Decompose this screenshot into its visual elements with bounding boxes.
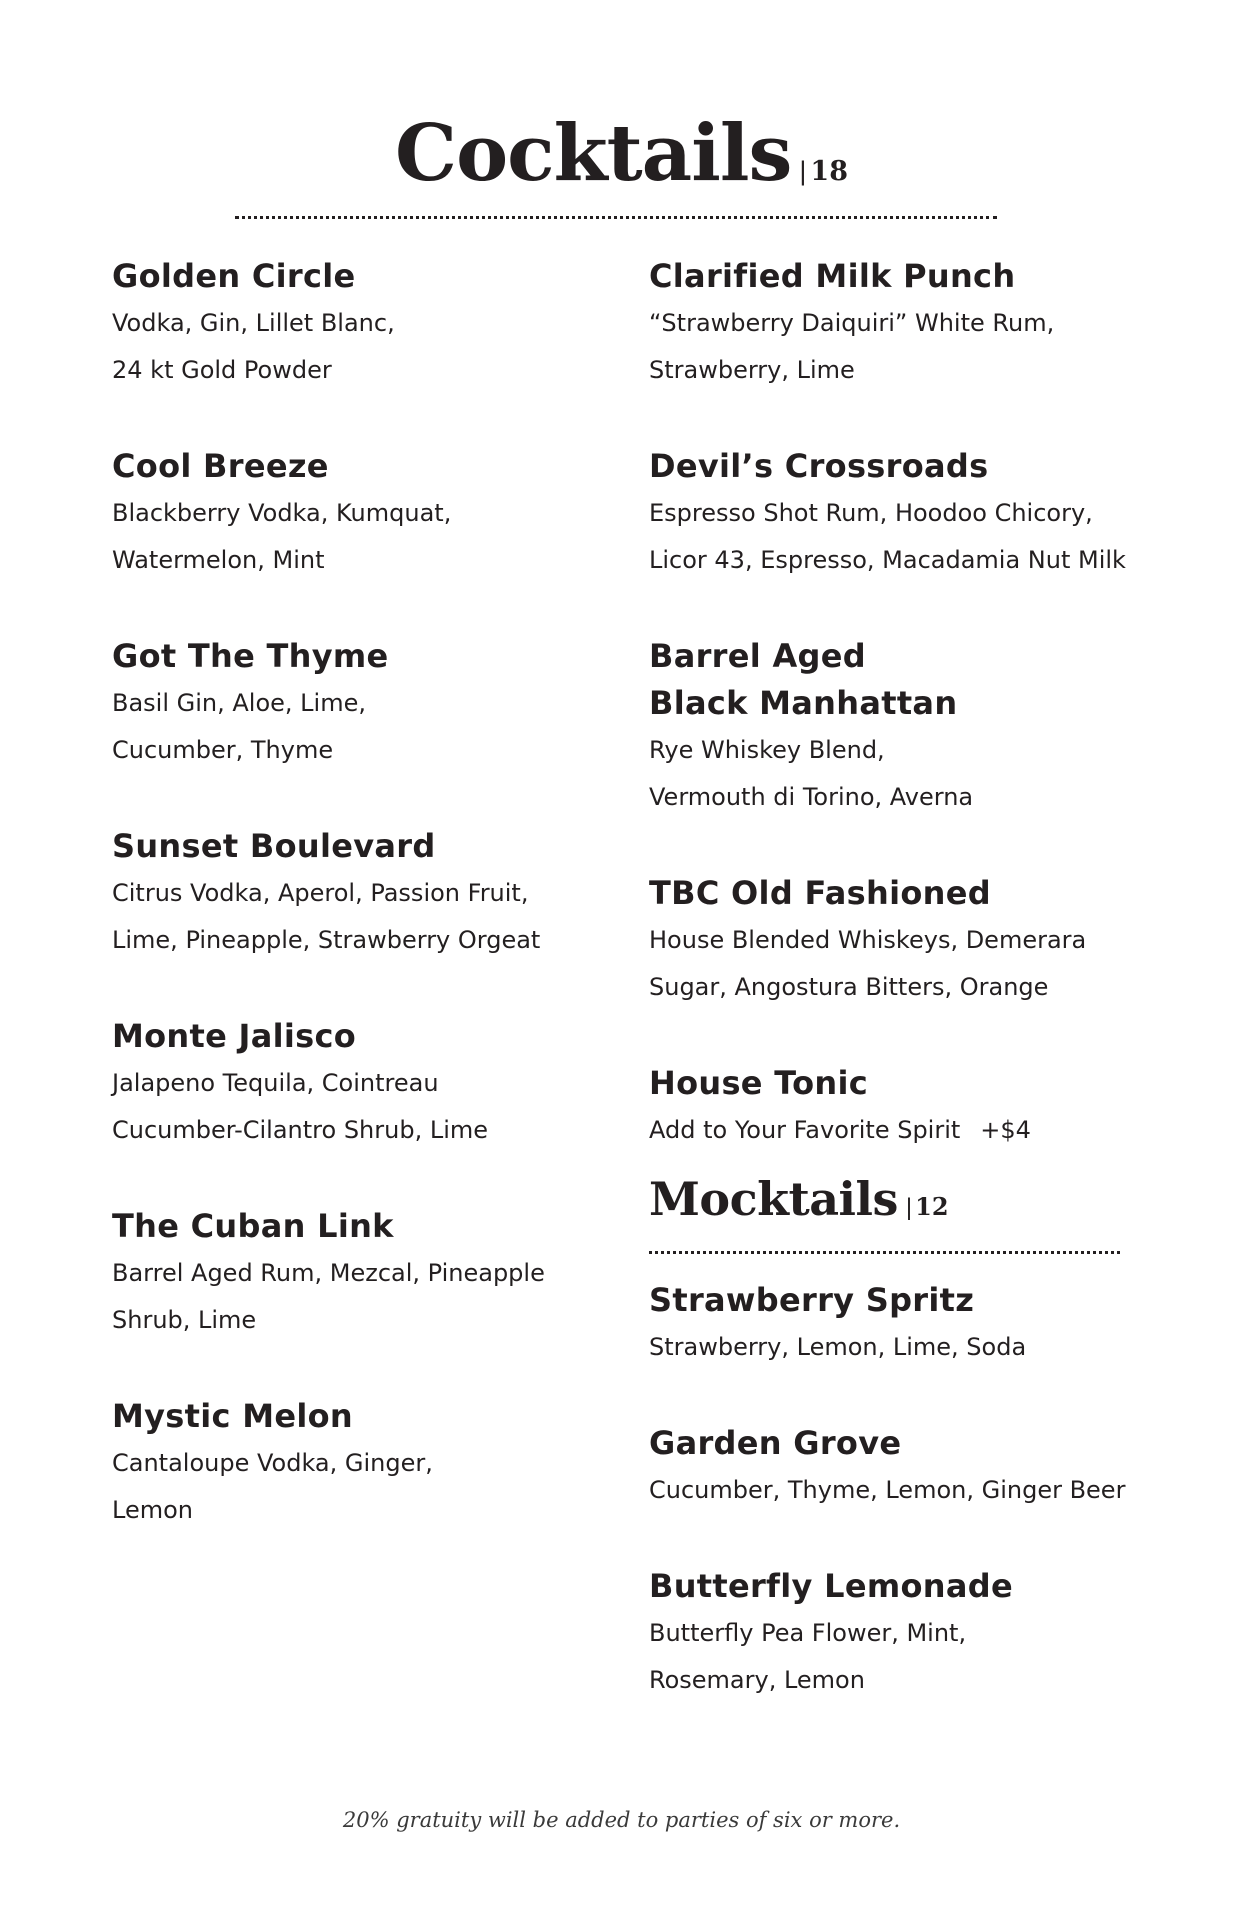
- item-description: Blackberry Vodka, Kumquat,: [112, 499, 452, 527]
- price-separator: |: [905, 1194, 913, 1221]
- gratuity-note: 20% gratuity will be added to parties of six or more.: [342, 1808, 901, 1832]
- item-description: Rosemary, Lemon: [649, 1666, 865, 1694]
- item-name: Strawberry Spritz: [649, 1281, 975, 1319]
- item-name: Butterfly Lemonade: [649, 1567, 1013, 1605]
- mocktails-heading: [649, 1172, 949, 1226]
- mocktails-price-value: 12: [915, 1192, 949, 1221]
- menu-item: [649, 1060, 1169, 1154]
- item-description: House Blended Whiskeys, Demerara: [649, 926, 1087, 954]
- item-name: Black Manhattan: [649, 684, 958, 722]
- item-name: TBC Old Fashioned: [649, 874, 991, 912]
- item-description: Citrus Vodka, Aperol, Passion Fruit,: [112, 879, 529, 907]
- house-tonic-description: Add to Your Favorite Spirit: [649, 1116, 961, 1144]
- item-name: Cool Breeze: [112, 447, 329, 485]
- cocktails-price-value: 18: [810, 156, 848, 187]
- item-description: Espresso Shot Rum, Hoodoo Chicory,: [649, 499, 1093, 527]
- item-description: [649, 1107, 1169, 1154]
- menu-item: [649, 633, 1169, 821]
- item-description: 24 kt Gold Powder: [112, 356, 332, 384]
- item-name: Sunset Boulevard: [112, 827, 436, 865]
- item-description: Cucumber, Thyme, Lemon, Ginger Beer: [649, 1476, 1126, 1504]
- item-description: Vermouth di Torino, Averna: [649, 783, 974, 811]
- cocktails-title: Cocktails: [395, 108, 792, 199]
- menu-item: [649, 253, 1169, 394]
- menu-item: [112, 633, 582, 774]
- item-name: Devil’s Crossroads: [649, 447, 989, 485]
- menu-item: [112, 443, 582, 584]
- item-description: Cucumber, Thyme: [112, 736, 334, 764]
- item-description: Barrel Aged Rum, Mezcal, Pineapple: [112, 1259, 545, 1287]
- item-description: Butterfly Pea Flower, Mint,: [649, 1619, 967, 1647]
- mocktails-price: [906, 1192, 949, 1221]
- menu-item: [112, 253, 582, 394]
- cocktails-divider: [235, 216, 997, 219]
- item-description: “Strawberry Daiquiri” White Rum,: [649, 309, 1055, 337]
- item-name: Monte Jalisco: [112, 1017, 357, 1055]
- item-description: Cantaloupe Vodka, Ginger,: [112, 1449, 433, 1477]
- item-name: Barrel Aged: [649, 637, 866, 675]
- menu-item: [649, 1420, 1169, 1514]
- item-description: Vodka, Gin, Lillet Blanc,: [112, 309, 395, 337]
- item-name: The Cuban Link: [112, 1207, 394, 1245]
- menu-item: [112, 823, 582, 964]
- price-separator: |: [799, 156, 807, 186]
- menu-item: [112, 1393, 582, 1534]
- cocktails-heading: [0, 108, 1243, 199]
- item-name: House Tonic: [649, 1064, 869, 1102]
- item-description: Strawberry, Lime: [649, 356, 855, 384]
- item-description: Cucumber-Cilantro Shrub, Lime: [112, 1116, 489, 1144]
- item-description: Licor 43, Espresso, Macadamia Nut Milk: [649, 546, 1126, 574]
- menu-item: [649, 870, 1169, 1011]
- item-description: Lemon: [112, 1496, 193, 1524]
- mocktails-divider: [649, 1251, 1120, 1254]
- cocktails-price: [799, 156, 848, 187]
- item-description: Lime, Pineapple, Strawberry Orgeat: [112, 926, 541, 954]
- item-name: Golden Circle: [112, 257, 356, 295]
- item-description: Shrub, Lime: [112, 1306, 257, 1334]
- item-name: Garden Grove: [649, 1424, 902, 1462]
- menu-item: [649, 1277, 1169, 1371]
- item-description: Rye Whiskey Blend,: [649, 736, 885, 764]
- item-description: Sugar, Angostura Bitters, Orange: [649, 973, 1049, 1001]
- item-description: Basil Gin, Aloe, Lime,: [112, 689, 366, 717]
- menu-item: [649, 1563, 1169, 1704]
- item-description: Jalapeno Tequila, Cointreau: [112, 1069, 439, 1097]
- item-name: Clarified Milk Punch: [649, 257, 1016, 295]
- item-description: Watermelon, Mint: [112, 546, 325, 574]
- menu-item: [112, 1013, 582, 1154]
- item-description: Strawberry, Lemon, Lime, Soda: [649, 1333, 1027, 1361]
- item-name: Mystic Melon: [112, 1397, 354, 1435]
- mocktails-title: Mocktails: [649, 1172, 898, 1226]
- menu-item: [112, 1203, 582, 1344]
- item-name: Got The Thyme: [112, 637, 389, 675]
- menu-item: [649, 443, 1169, 584]
- addon-price: +$4: [980, 1116, 1031, 1144]
